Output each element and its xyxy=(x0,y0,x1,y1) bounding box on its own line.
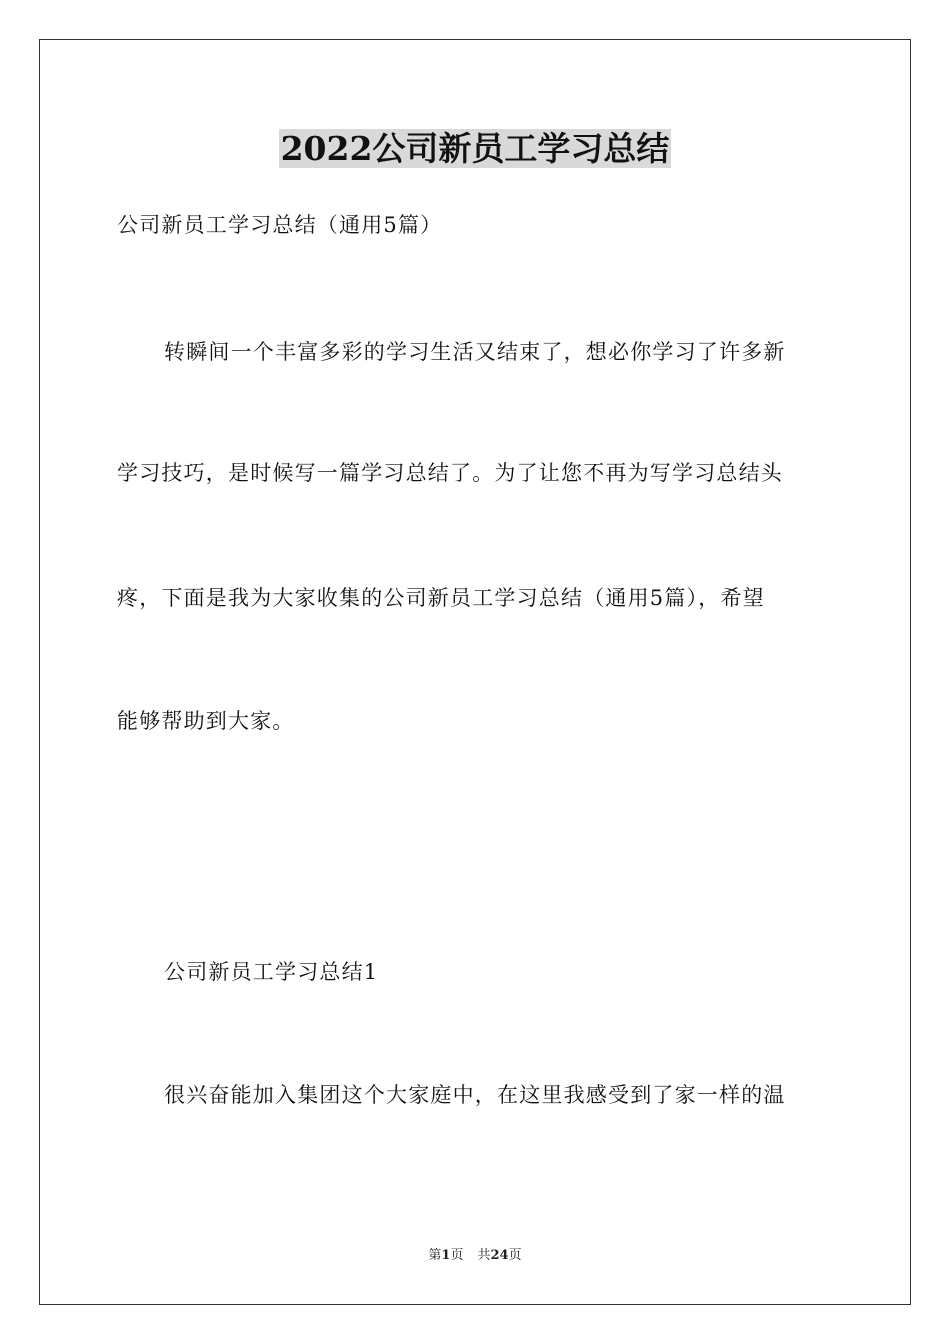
footer-page-suffix: 页 xyxy=(450,1248,464,1263)
section-heading: 公司新员工学习总结1 xyxy=(164,960,379,984)
footer-total-prefix: 共 xyxy=(477,1248,491,1263)
footer-page-number: 1 xyxy=(441,1248,451,1263)
footer-page-prefix: 第 xyxy=(428,1248,442,1263)
intro-line-1: 转瞬间一个丰富多彩的学习生活又结束了，想必你学习了许多新 xyxy=(164,340,786,364)
page-footer xyxy=(0,1247,950,1265)
intro-line-2: 学习技巧，是时候写一篇学习总结了。为了让您不再为写学习总结头 xyxy=(117,461,783,485)
document-title-text: 2022公司新员工学习总结 xyxy=(280,129,670,168)
section-first-line: 很兴奋能加入集团这个大家庭中，在这里我感受到了家一样的温 xyxy=(164,1083,786,1107)
footer-total-pages: 24 xyxy=(490,1248,509,1263)
footer-total-suffix: 页 xyxy=(508,1248,522,1263)
intro-line-4: 能够帮助到大家。 xyxy=(117,709,295,733)
document-title xyxy=(0,128,950,170)
intro-line-3: 疼，下面是我为大家收集的公司新员工学习总结（通用5篇），希望 xyxy=(117,586,765,610)
document-subtitle: 公司新员工学习总结（通用5篇） xyxy=(117,213,443,237)
